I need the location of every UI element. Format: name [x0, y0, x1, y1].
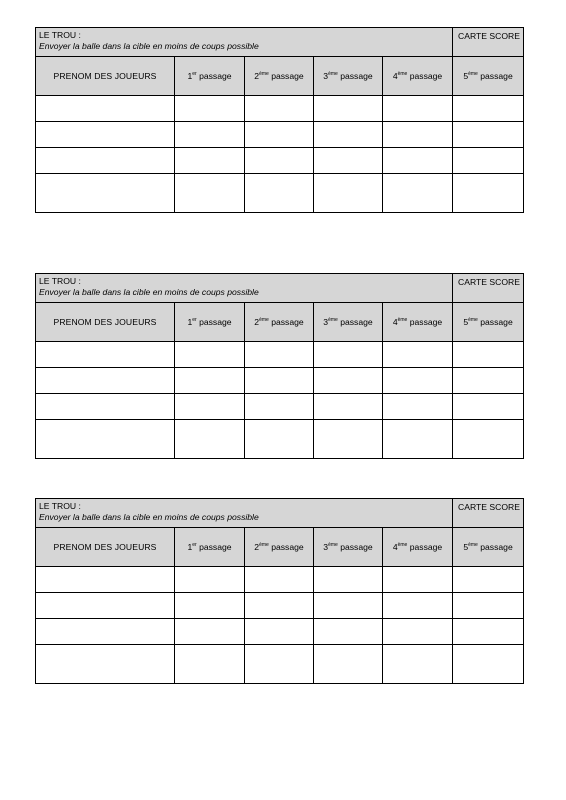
- score-cell[interactable]: [314, 148, 383, 174]
- score-cell[interactable]: [383, 174, 453, 213]
- score-cell[interactable]: [383, 567, 453, 593]
- player-row: [36, 593, 524, 619]
- player-row: [36, 368, 524, 394]
- player-name-cell[interactable]: [36, 122, 175, 148]
- passage-number: 5: [463, 542, 469, 552]
- player-name-cell[interactable]: [36, 96, 175, 122]
- passage-5-header: [453, 303, 524, 342]
- hole-cell: [36, 499, 453, 528]
- player-row: [36, 645, 524, 684]
- player-name-cell[interactable]: [36, 342, 175, 368]
- passage-ordinal: ème: [397, 71, 408, 77]
- hole-label: LE TROU :: [39, 30, 81, 40]
- score-cell[interactable]: [245, 619, 314, 645]
- passage-5-header: [453, 57, 524, 96]
- score-cell[interactable]: [453, 174, 524, 213]
- passage-number: 2: [254, 317, 260, 327]
- player-name-header: PRENOM DES JOUEURS: [36, 57, 175, 96]
- player-row: [36, 567, 524, 593]
- score-cell[interactable]: [245, 342, 314, 368]
- passage-ordinal: ème: [328, 542, 338, 548]
- passage-number: 1: [187, 542, 193, 552]
- score-cell[interactable]: [453, 122, 524, 148]
- score-cell[interactable]: [453, 567, 524, 593]
- score-title: CARTE SCORE: [453, 28, 524, 57]
- score-cell[interactable]: [245, 645, 314, 684]
- score-cell[interactable]: [453, 368, 524, 394]
- passage-ordinal: ème: [259, 71, 269, 77]
- passage-number: 3: [323, 542, 329, 552]
- passage-word: passage: [271, 542, 304, 552]
- score-cell[interactable]: [314, 567, 383, 593]
- score-cell[interactable]: [314, 394, 383, 420]
- passage-word: passage: [199, 71, 232, 81]
- player-name-cell[interactable]: [36, 645, 175, 684]
- player-name-cell[interactable]: [36, 368, 175, 394]
- score-cell[interactable]: [175, 368, 245, 394]
- score-card-1: [35, 27, 524, 213]
- passage-2-header: [245, 57, 314, 96]
- score-cell[interactable]: [453, 593, 524, 619]
- score-cell[interactable]: [383, 394, 453, 420]
- passage-3-header: [314, 303, 383, 342]
- score-cell[interactable]: [175, 394, 245, 420]
- player-row: [36, 420, 524, 459]
- score-cell[interactable]: [175, 148, 245, 174]
- player-row: [36, 122, 524, 148]
- passage-1-header: [175, 303, 245, 342]
- passage-number: 4: [392, 542, 398, 552]
- passage-word: passage: [199, 317, 232, 327]
- passage-word: passage: [480, 542, 513, 552]
- score-cell[interactable]: [453, 420, 524, 459]
- hole-description: Envoyer la balle dans la cible en moins de coups possible: [39, 286, 259, 297]
- passage-number: 4: [392, 71, 398, 81]
- passage-word: passage: [340, 542, 373, 552]
- passage-word: passage: [340, 317, 373, 327]
- passage-number: 2: [254, 542, 260, 552]
- passage-number: 4: [392, 317, 398, 327]
- passage-2-header: [245, 303, 314, 342]
- passage-4-header: [383, 528, 453, 567]
- score-cell[interactable]: [314, 593, 383, 619]
- player-name-cell[interactable]: [36, 619, 175, 645]
- passage-number: 5: [463, 317, 469, 327]
- passage-ordinal: er: [192, 317, 197, 323]
- player-name-cell[interactable]: [36, 567, 175, 593]
- passage-4-header: [383, 57, 453, 96]
- passage-number: 3: [323, 317, 329, 327]
- score-cell[interactable]: [453, 645, 524, 684]
- passage-number: 5: [463, 71, 469, 81]
- score-cell[interactable]: [383, 619, 453, 645]
- passage-3-header: [314, 528, 383, 567]
- passage-ordinal: ème: [397, 542, 408, 548]
- passage-word: passage: [271, 317, 304, 327]
- passage-number: 2: [254, 71, 260, 81]
- score-cell[interactable]: [383, 342, 453, 368]
- passage-ordinal: ème: [468, 542, 478, 548]
- passage-ordinal: er: [192, 71, 197, 77]
- player-row: [36, 96, 524, 122]
- score-cell[interactable]: [453, 342, 524, 368]
- score-cell[interactable]: [245, 593, 314, 619]
- passage-word: passage: [480, 71, 513, 81]
- score-cell[interactable]: [453, 148, 524, 174]
- player-name-cell[interactable]: [36, 148, 175, 174]
- score-cell[interactable]: [383, 122, 453, 148]
- player-row: [36, 148, 524, 174]
- player-row: [36, 342, 524, 368]
- passage-ordinal: ème: [328, 71, 338, 77]
- player-name-header: PRENOM DES JOUEURS: [36, 528, 175, 567]
- player-name-cell[interactable]: [36, 420, 175, 459]
- score-cell[interactable]: [383, 148, 453, 174]
- passage-3-header: [314, 57, 383, 96]
- score-cell[interactable]: [245, 122, 314, 148]
- score-cell[interactable]: [453, 619, 524, 645]
- hole-label: LE TROU :: [39, 276, 81, 286]
- score-cell[interactable]: [245, 174, 314, 213]
- passage-1-header: [175, 528, 245, 567]
- score-card-3: [35, 498, 524, 684]
- score-cell[interactable]: [175, 122, 245, 148]
- player-row: [36, 174, 524, 213]
- passage-4-header: [383, 303, 453, 342]
- score-cell[interactable]: [314, 368, 383, 394]
- score-cell[interactable]: [314, 645, 383, 684]
- score-cell[interactable]: [453, 96, 524, 122]
- passage-number: 1: [187, 317, 193, 327]
- score-cell[interactable]: [175, 342, 245, 368]
- passage-word: passage: [199, 542, 232, 552]
- score-cell[interactable]: [175, 619, 245, 645]
- score-cell[interactable]: [383, 96, 453, 122]
- score-cell[interactable]: [314, 619, 383, 645]
- passage-ordinal: ème: [397, 317, 408, 323]
- passage-ordinal: ème: [259, 317, 269, 323]
- score-cell[interactable]: [383, 645, 453, 684]
- passage-word: passage: [271, 71, 304, 81]
- hole-cell: [36, 274, 453, 303]
- passage-word: passage: [480, 317, 513, 327]
- score-cell[interactable]: [383, 368, 453, 394]
- score-cell[interactable]: [245, 420, 314, 459]
- passage-ordinal: ème: [328, 317, 338, 323]
- score-cell[interactable]: [175, 645, 245, 684]
- passage-5-header: [453, 528, 524, 567]
- passage-ordinal: ème: [259, 542, 269, 548]
- passage-ordinal: er: [192, 542, 197, 548]
- passage-word: passage: [340, 71, 373, 81]
- score-cell[interactable]: [175, 96, 245, 122]
- score-cell[interactable]: [453, 394, 524, 420]
- score-cell[interactable]: [245, 567, 314, 593]
- player-row: [36, 394, 524, 420]
- passage-1-header: [175, 57, 245, 96]
- player-name-header: PRENOM DES JOUEURS: [36, 303, 175, 342]
- hole-cell: [36, 28, 453, 57]
- passage-word: passage: [409, 542, 443, 552]
- hole-label: LE TROU :: [39, 501, 81, 511]
- passage-word: passage: [409, 317, 443, 327]
- score-cell[interactable]: [314, 174, 383, 213]
- player-name-cell[interactable]: [36, 394, 175, 420]
- score-cell[interactable]: [314, 342, 383, 368]
- score-cell[interactable]: [245, 394, 314, 420]
- passage-number: 1: [187, 71, 193, 81]
- hole-description: Envoyer la balle dans la cible en moins de coups possible: [39, 40, 259, 51]
- player-row: [36, 619, 524, 645]
- player-name-cell[interactable]: [36, 174, 175, 213]
- score-cell[interactable]: [383, 593, 453, 619]
- score-cell[interactable]: [314, 96, 383, 122]
- score-cell[interactable]: [175, 593, 245, 619]
- passage-ordinal: ème: [468, 71, 478, 77]
- passage-ordinal: ème: [468, 317, 478, 323]
- score-cell[interactable]: [245, 96, 314, 122]
- passage-word: passage: [409, 71, 443, 81]
- player-name-cell[interactable]: [36, 593, 175, 619]
- score-title: CARTE SCORE: [453, 274, 524, 303]
- hole-description: Envoyer la balle dans la cible en moins de coups possible: [39, 511, 259, 522]
- score-cell[interactable]: [245, 368, 314, 394]
- score-cell[interactable]: [314, 420, 383, 459]
- score-card-2: [35, 273, 524, 459]
- score-cell[interactable]: [175, 567, 245, 593]
- score-title: CARTE SCORE: [453, 499, 524, 528]
- score-cell[interactable]: [245, 148, 314, 174]
- passage-2-header: [245, 528, 314, 567]
- score-cell[interactable]: [383, 420, 453, 459]
- score-cell[interactable]: [314, 122, 383, 148]
- passage-number: 3: [323, 71, 329, 81]
- score-cell[interactable]: [175, 174, 245, 213]
- score-cell[interactable]: [175, 420, 245, 459]
